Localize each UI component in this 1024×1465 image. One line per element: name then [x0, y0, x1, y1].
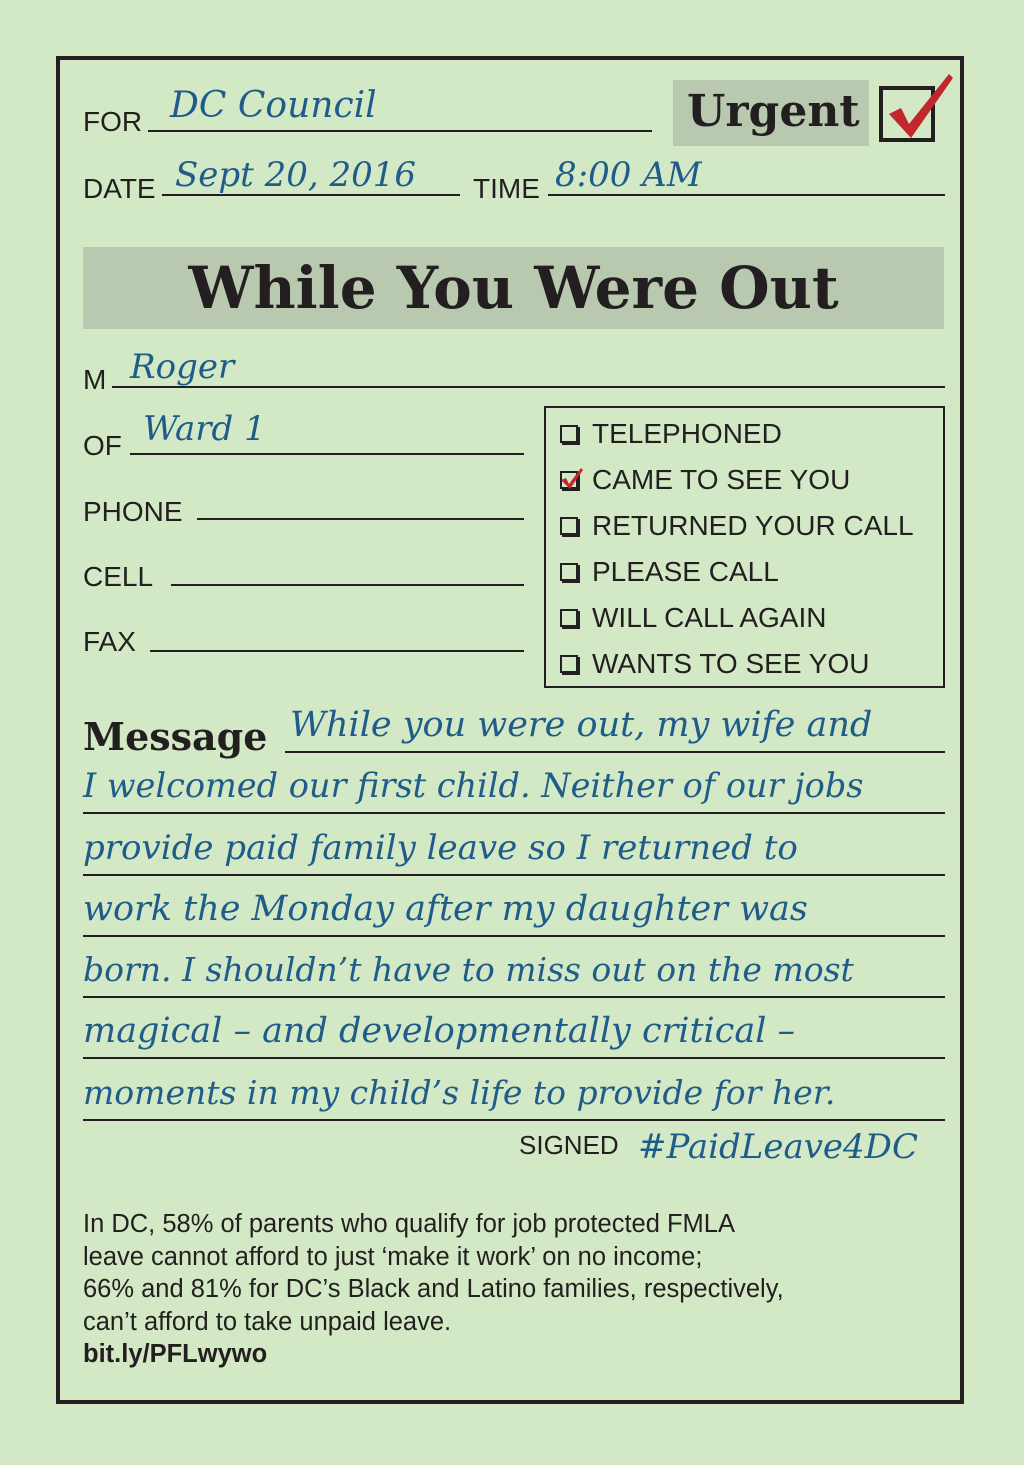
message-text-line[interactable]: work the Monday after my daughter was — [83, 889, 808, 929]
date-label: DATE — [83, 173, 156, 204]
m-label: M — [83, 364, 107, 395]
checkbox-wants-to-see-you[interactable]: WANTS TO SEE YOU — [560, 649, 869, 679]
footer-note — [83, 1208, 953, 1371]
m-line — [112, 386, 945, 388]
phone-label: PHONE — [83, 496, 183, 527]
footer-line: leave cannot afford to just ‘make it work’ on no income; — [83, 1242, 703, 1271]
call-type-checklist — [544, 406, 945, 688]
cell-label: CELL — [83, 561, 154, 592]
footer-link[interactable]: bit.ly/PFLwywo — [83, 1340, 268, 1368]
message-text-line[interactable]: provide paid family leave so I returned to — [83, 828, 798, 868]
message-line-rule — [83, 1119, 945, 1121]
checkbox-square-icon — [560, 517, 578, 535]
checkbox-please-call[interactable]: PLEASE CALL — [560, 557, 779, 587]
urgent-label: Urgent — [687, 86, 860, 137]
urgent-flag[interactable] — [673, 80, 947, 146]
m-value[interactable]: Roger — [130, 347, 235, 387]
message-line-rule — [83, 812, 945, 814]
for-label: FOR — [83, 106, 143, 137]
cell-line[interactable] — [171, 584, 524, 586]
footer-line: In DC, 58% of parents who qualify for job protected FMLA — [83, 1210, 735, 1238]
banner-title: While You Were Out — [188, 254, 839, 322]
time-value[interactable]: 8:00 AM — [555, 155, 702, 195]
message-text-line[interactable]: born. I shouldn’t have to miss out on the most — [83, 950, 854, 989]
signed-label: SIGNED — [519, 1130, 619, 1160]
checkbox-telephoned[interactable]: TELEPHONED — [560, 419, 782, 449]
of-line — [130, 453, 524, 455]
message-label: Message — [83, 714, 268, 759]
checkbox-square-icon — [560, 471, 578, 489]
checkbox-will-call-again[interactable]: WILL CALL AGAIN — [560, 603, 826, 633]
for-line — [148, 130, 652, 132]
checkbox-square-icon — [560, 563, 578, 581]
banner — [83, 247, 944, 329]
time-label: TIME — [473, 173, 540, 204]
signed-value[interactable]: #PaidLeave4DC — [638, 1127, 918, 1167]
checkbox-square-icon — [560, 425, 578, 443]
checkbox-came-to-see-you[interactable]: CAME TO SEE YOU — [560, 465, 850, 495]
message-text-line[interactable]: moments in my child’s life to provide for her. — [83, 1073, 836, 1112]
footer-line: can’t afford to take unpaid leave. — [83, 1307, 452, 1336]
message-text-line[interactable]: magical – and developmentally critical – — [83, 1011, 796, 1051]
of-value[interactable]: Ward 1 — [143, 409, 266, 449]
message-text-line[interactable]: While you were out, my wife and — [290, 705, 873, 745]
date-value[interactable]: Sept 20, 2016 — [175, 155, 417, 195]
for-value[interactable]: DC Council — [170, 85, 377, 126]
phone-line[interactable] — [197, 518, 524, 520]
fax-line[interactable] — [150, 650, 524, 652]
checkbox-square-icon — [560, 655, 578, 673]
of-label: OF — [83, 430, 122, 461]
message-line-rule — [285, 751, 945, 753]
message-line-rule — [83, 935, 945, 937]
check-mark-icon — [558, 465, 584, 491]
footer-line: 66% and 81% for DC’s Black and Latino families, respectively, — [83, 1275, 784, 1303]
checkbox-square-icon — [560, 609, 578, 627]
fax-label: FAX — [83, 626, 136, 657]
check-mark-icon — [879, 66, 959, 146]
urgent-checkbox[interactable] — [879, 86, 935, 142]
message-line-rule — [83, 1057, 945, 1059]
message-line-rule — [83, 996, 945, 998]
checkbox-returned-your-call[interactable]: RETURNED YOUR CALL — [560, 511, 914, 541]
message-text-line[interactable]: I welcomed our first child. Neither of our jobs — [83, 766, 864, 805]
message-line-rule — [83, 874, 945, 876]
